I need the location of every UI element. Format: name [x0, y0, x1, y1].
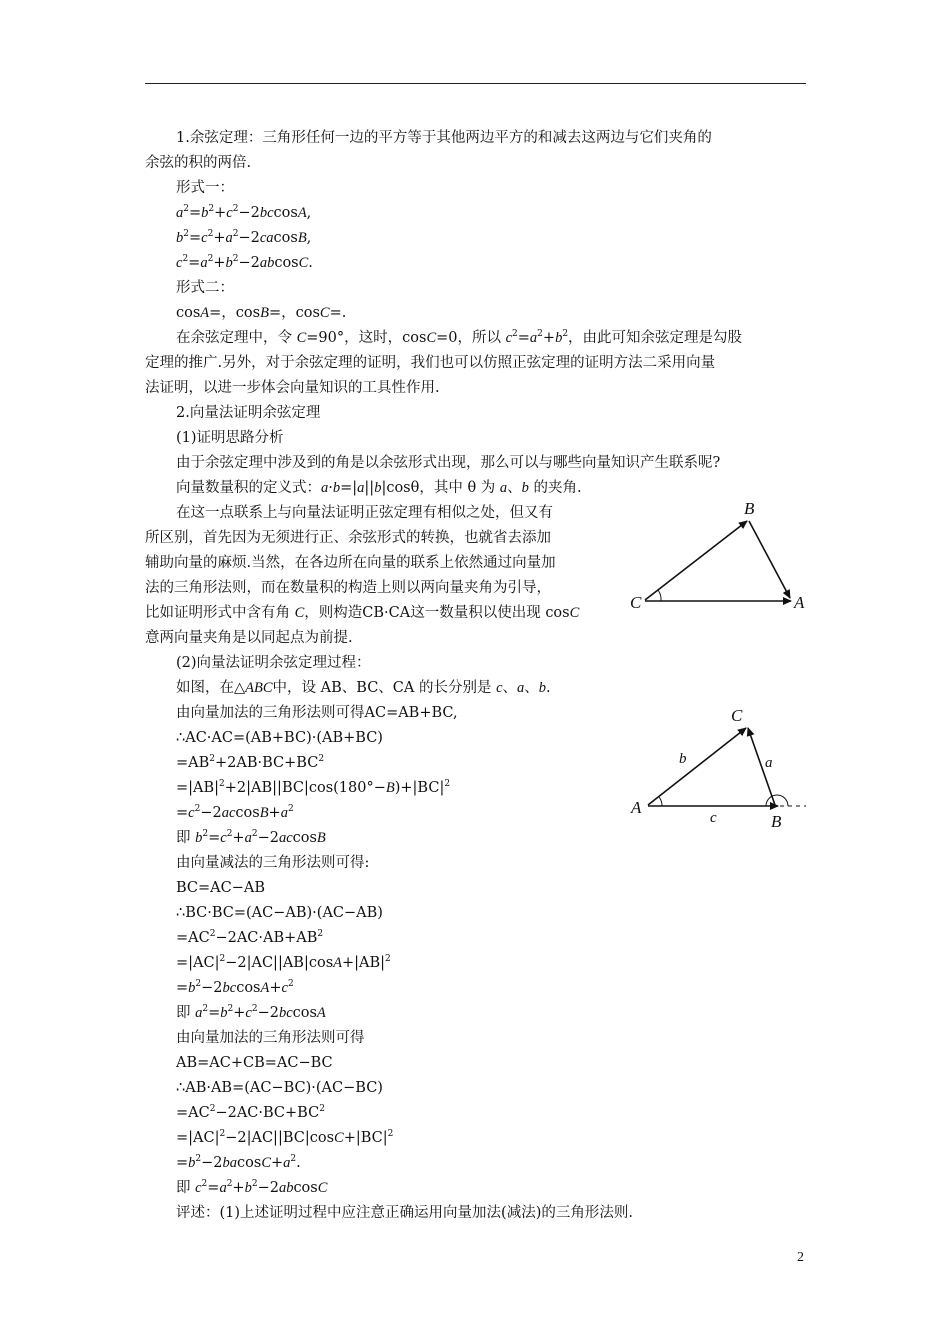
- label-a: a: [765, 755, 773, 771]
- text-line: ∴BC·BC=(AC−AB)·(AC−AB): [176, 905, 383, 921]
- text-line: 1.余弦定理：三角形任何一边的平方等于其他两边平方的和减去这两边与它们夹角的: [176, 130, 712, 146]
- text-line: ∴AB·AB=(AC−BC)·(AC−BC): [176, 1080, 383, 1096]
- text-line: AB=AC+CB=AC−BC: [176, 1055, 333, 1071]
- text-line: 即 $c^2=a^2+b^2-2abcosC$: [176, 1179, 328, 1196]
- text-line: 如图，在△ABC中，设 AB、BC、CA 的长分别是 c、a、b.: [176, 680, 551, 696]
- vector-AC: [648, 728, 746, 805]
- text-line: 形式一：: [176, 180, 234, 196]
- text-line: $=c^2-2accosB+a^2$: [176, 804, 294, 821]
- text-line: 法的三角形法则，而在数量积的构造上则以两向量夹角为引导，: [145, 580, 551, 596]
- text-line: $=b^2-2bccosA+c^2$: [176, 979, 294, 996]
- text-line: 在余弦定理中，令 C=90°，这时，cosC=0，所以 $c^2=a^2+b^2$，由此可知余弦定理是勾股: [176, 329, 743, 346]
- text-line: $a^2=b^2+c^2-2bccosA$,: [176, 204, 312, 221]
- text-line: 由向量减法的三角形法则可得:: [176, 855, 370, 871]
- angle-A-arc: [659, 797, 662, 806]
- text-line: 辅助向量的麻烦.当然，在各边所在向量的联系上依然通过向量加: [145, 555, 556, 571]
- text-line: 在这一点联系上与向量法证明正弦定理有相似之处，但又有: [176, 505, 553, 521]
- text-line: $=|AC|^2-2|AC||AB|\cos A+|AB|^2$: [176, 954, 391, 971]
- label-C: C: [630, 593, 642, 612]
- text-line: (2)向量法证明余弦定理过程：: [176, 655, 371, 671]
- text-line: 由向量加法的三角形法则可得: [176, 1030, 365, 1046]
- label-B: B: [771, 812, 782, 831]
- header-rule: [145, 83, 806, 84]
- angle-B-arc: [766, 795, 788, 806]
- text-line: $=AC^2-2AC\cdot BC+BC^2$: [176, 1104, 325, 1121]
- text-line: 即 $a^2=b^2+c^2-2bccosA$: [176, 1004, 326, 1021]
- text-line: (1)证明思路分析: [176, 430, 284, 446]
- triangle-figure-1: [628, 498, 820, 616]
- vector-CB: [645, 521, 747, 600]
- text-line: 意两向量夹角是以同起点为前提.: [145, 630, 353, 646]
- text-line: 比如证明形式中含有角 C，则构造CB·CA这一数量积以使出现 cosC: [145, 605, 580, 621]
- text-line: cosA=，cosB=，cosC=.: [176, 305, 347, 321]
- triangle-figure-2: [628, 703, 818, 831]
- text-line: $=AB^2+2AB\cdot BC+BC^2$: [176, 754, 325, 771]
- label-B: B: [744, 499, 755, 518]
- text-line: $=|AB|^2+2|AB||BC|\cos(180^\circ-B)+|BC|^2$: [176, 779, 451, 796]
- text-line: 定理的推广.另外，对于余弦定理的证明，我们也可以仿照正弦定理的证明方法二采用向量: [145, 355, 716, 371]
- text-line: 形式二：: [176, 280, 234, 296]
- text-line: $=AC^2-2AC\cdot AB+AB^2$: [176, 929, 324, 946]
- label-A: A: [794, 593, 805, 612]
- text-line: ∴AC·AC=(AB+BC)·(AB+BC): [176, 730, 383, 746]
- page-number: 2: [797, 1250, 804, 1265]
- label-c: c: [710, 810, 717, 826]
- text-line: 评述：(1)上述证明过程中应注意正确运用向量加法(减法)的三角形法则.: [176, 1205, 633, 1221]
- text-line: 2.向量法证明余弦定理: [176, 405, 321, 421]
- text-line: 由于余弦定理中涉及到的角是以余弦形式出现，那么可以与哪些向量知识产生联系呢?: [176, 455, 721, 471]
- text-line: BC=AC−AB: [176, 880, 266, 896]
- label-A: A: [631, 798, 642, 817]
- text-line: $=|AC|^2-2|AC||BC|\cos C+|BC|^2$: [176, 1129, 394, 1146]
- vector-BA: [749, 521, 790, 598]
- text-line: 由向量加法的三角形法则可得AC=AB+BC,: [176, 705, 458, 721]
- text-line: 所区别，首先因为无须进行正、余弦形式的转换，也就省去添加: [145, 530, 551, 546]
- text-line: 余弦的积的两倍.: [145, 155, 252, 171]
- label-b: b: [679, 751, 687, 767]
- text-line: $b^2=c^2+a^2-2cacosB$,: [176, 229, 312, 246]
- text-line: 即 $b^2=c^2+a^2-2accosB$: [176, 829, 326, 846]
- text-line: 向量数量积的定义式：a·b=|a||b|cosθ，其中 θ 为 a、b 的夹角.: [176, 480, 582, 496]
- label-C: C: [731, 706, 743, 725]
- angle-C-arc: [658, 590, 661, 601]
- text-line: $=b^2-2bacosC+a^2$.: [176, 1154, 301, 1171]
- text-line: 法证明，以进一步体会向量知识的工具性作用.: [145, 380, 440, 396]
- text-line: $c^2=a^2+b^2-2abcosC$.: [176, 254, 313, 271]
